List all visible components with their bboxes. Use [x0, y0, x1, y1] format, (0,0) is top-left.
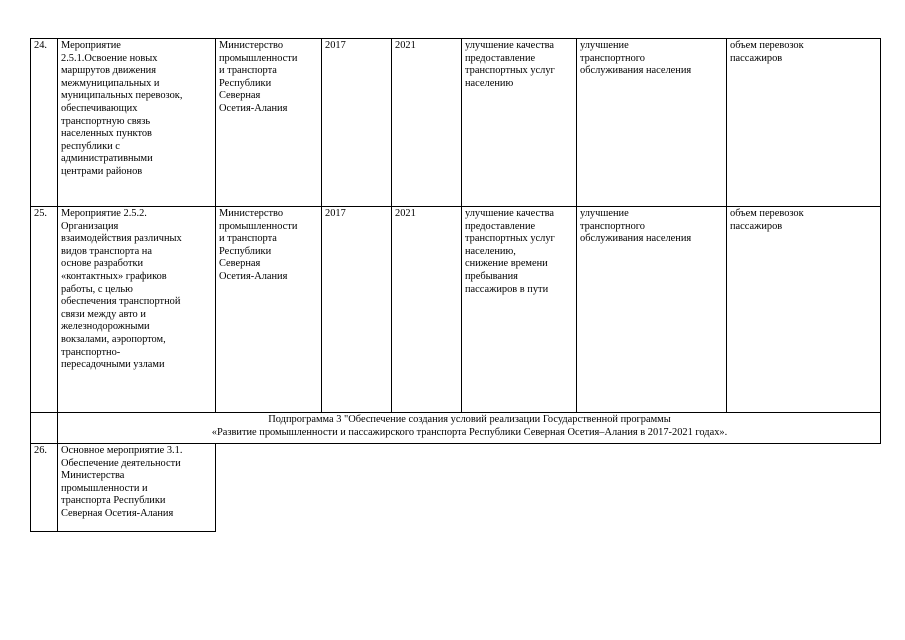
subprogram-heading [58, 413, 881, 444]
end-year: 2021 [392, 39, 462, 207]
row-number: 24. [31, 39, 58, 207]
start-year: 2017 [322, 207, 392, 413]
table-row [31, 207, 881, 413]
expected-outcome: улучшение транспортного обслуживания населения [577, 207, 727, 413]
event-name: Мероприятие 2.5.1.Освоение новых маршрутов движения межмуниципальных и муниципальных перевозок, обеспечивающих транспортную связь населенных пунктов республики с административными центрами районов [58, 39, 216, 207]
table-row [31, 444, 881, 532]
subprogram-heading-line1: Подпрограмма 3 "Обеспечение создания условий реализации Государственной программы [268, 414, 671, 425]
table-row [31, 39, 881, 207]
program-events-table [30, 38, 881, 532]
target-indicator: объем перевозок пассажиров [727, 39, 881, 207]
event-name: Основное мероприятие 3.1. Обеспечение деятельности Министерства промышленности и транспорта Республики Северная Осетия-Алания [58, 444, 216, 532]
empty-cell [216, 444, 881, 532]
start-year: 2017 [322, 39, 392, 207]
subprogram-row [31, 413, 881, 444]
subprogram-heading-line2: «Развитие промышленности и пассажирского транспорта Республики Северная Осетия–Алания в 2017-2021 годах». [211, 426, 728, 438]
end-year: 2021 [392, 207, 462, 413]
executor: Министерство промышленности и транспорта Республики Северная Осетия-Алания [216, 39, 322, 207]
expected-result: улучшение качества предоставление транспортных услуг населению [462, 39, 577, 207]
expected-result: улучшение качества предоставление транспортных услуг населению, снижение времени пребывания пассажиров в пути [462, 207, 577, 413]
row-number: 26. [31, 444, 58, 532]
target-indicator: объем перевозок пассажиров [727, 207, 881, 413]
row-number: 25. [31, 207, 58, 413]
event-name: Мероприятие 2.5.2. Организация взаимодействия различных видов транспорта на основе разработки «контактных» графиков работы, с целью обеспечения транспортной связи между авто и железнодорожными вокзалами, аэропортом, транспортно- пересадочными узлами [58, 207, 216, 413]
expected-outcome: улучшение транспортного обслуживания населения [577, 39, 727, 207]
row-number-empty [31, 413, 58, 444]
executor: Министерство промышленности и транспорта Республики Северная Осетия-Алания [216, 207, 322, 413]
